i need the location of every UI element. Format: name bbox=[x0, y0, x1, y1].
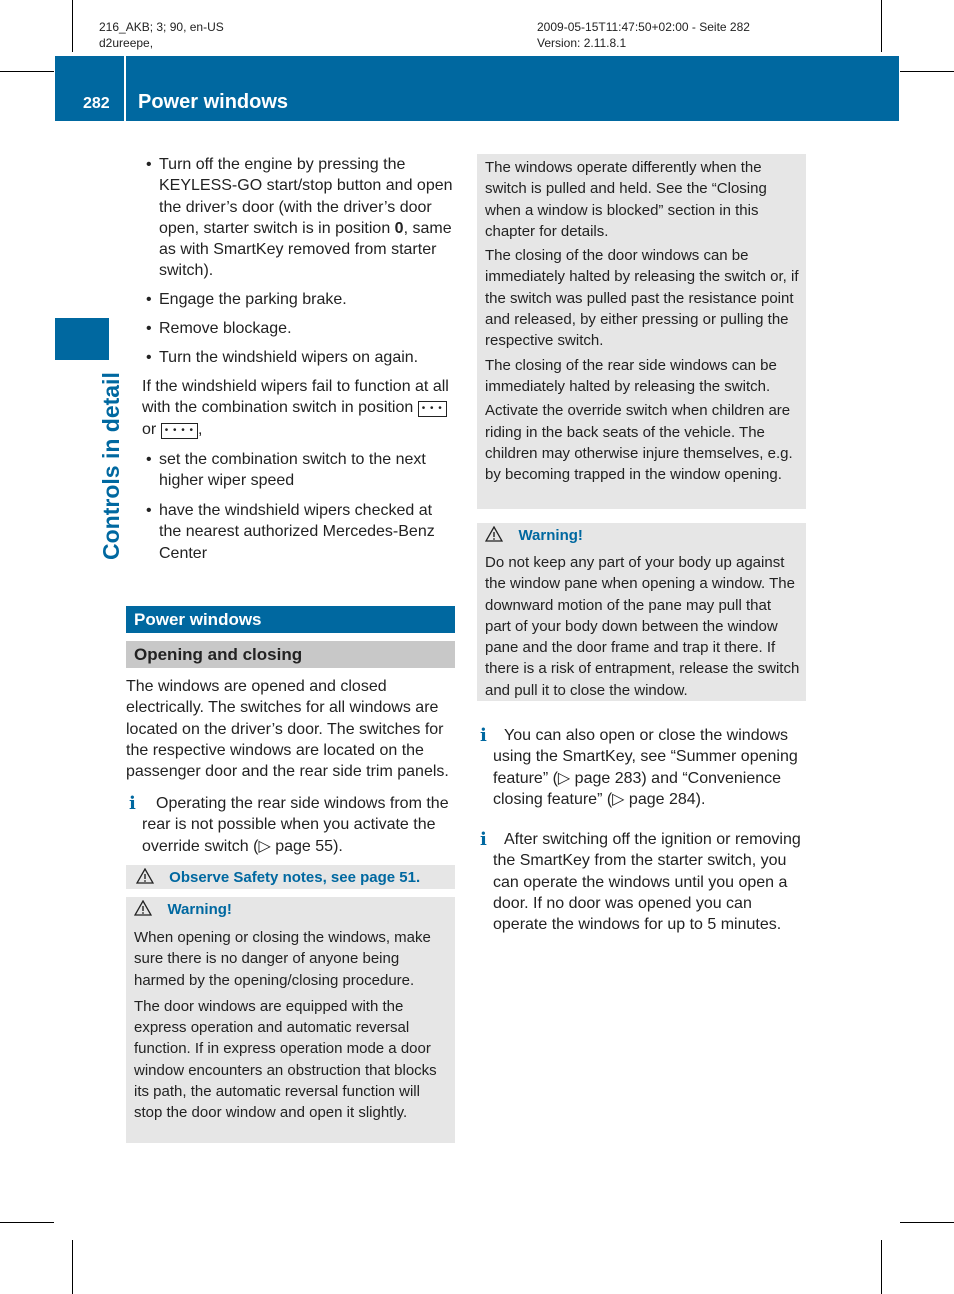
info-note-3 bbox=[493, 829, 809, 935]
crop-mark bbox=[72, 0, 73, 52]
section-heading bbox=[126, 606, 455, 633]
print-meta-left bbox=[99, 19, 224, 51]
position-zero: 0 bbox=[394, 219, 404, 237]
list-item: • have the windshield wipers checked at the nearest authorized Mercedes-Benz Center bbox=[146, 502, 435, 562]
crop-mark bbox=[900, 1222, 954, 1223]
page-title: Power windows bbox=[138, 91, 289, 113]
subsection-heading-text: Opening and closing bbox=[134, 645, 303, 664]
notes-paragraph: The closing of the rear side windows can be immediately halted by releasing the switch. bbox=[485, 356, 777, 395]
notes-paragraph: The closing of the door windows can be immediately halted by releasing the switch or, if the switch was pulled past the resistance point and released, by either pressing or pulling the respective switch. bbox=[485, 247, 799, 350]
meta-right-line2: Version: 2.11.8.1 bbox=[537, 36, 627, 50]
list-item: • Remove blockage. bbox=[146, 320, 292, 337]
list-item-text: Turn off the engine by pressing the KEYLESS-GO start/stop button and open the driver’s door (with the driver’s door open, starter switch is in position bbox=[159, 156, 453, 237]
chapter-tab bbox=[55, 318, 109, 360]
info-note-3-text: After switching off the ignition or removing the SmartKey from the starter switch, you can operate the windows until you open a door. If no door was opened you can operate the windows for up to 5 minutes. bbox=[493, 831, 801, 934]
warning-paragraph: The door windows are equipped with the express operation and automatic reversal function. If in express operation mode a door window encounters an obstruction that blocks its path, the automatic reversal function will stop the door window and open it slightly. bbox=[134, 997, 437, 1122]
warning-left-content bbox=[134, 900, 452, 1124]
list-item-text: set the combination switch to the next higher wiper speed bbox=[159, 451, 426, 490]
crop-mark bbox=[0, 1222, 54, 1223]
subsection-heading bbox=[126, 641, 455, 668]
chapter-label: Controls in detail bbox=[98, 372, 124, 560]
meta-right-line1: 2009-05-15T11:47:50+02:00 - Seite 282 bbox=[537, 20, 750, 34]
info-note-2-text: You can also open or close the windows using the SmartKey, see “Summer opening feature” (▷ page 283) and “Convenience closing feature” (▷ page 284). bbox=[493, 727, 798, 808]
safety-note-text: Observe Safety notes, see page 51. bbox=[169, 869, 421, 886]
list-item-text: Remove blockage. bbox=[159, 320, 292, 337]
list-item-text: Turn the windshield wipers on again. bbox=[159, 349, 419, 366]
meta-left-line1: 216_AKB; 3; 90, en-US bbox=[99, 20, 224, 34]
notes-paragraph: The windows operate differently when the switch is pulled and held. See the “Closing when a window is blocked” section in this chapter for details. bbox=[485, 159, 767, 240]
warning-paragraph: Do not keep any part of your body up against the window pane when opening a window. The downward motion of the pane may pull that part of your body down between the window pane and the door frame and trap it there. If there is a risk of entrapment, release the switch and pull it to close the window. bbox=[485, 554, 800, 699]
wiper-comma: , bbox=[198, 420, 203, 438]
info-icon: i bbox=[129, 793, 136, 814]
header-separator bbox=[124, 56, 126, 121]
list-item-text-tail: , same as with SmartKey removed from starter switch). bbox=[159, 219, 452, 280]
warning-right-content bbox=[485, 526, 801, 701]
warning-triangle-icon bbox=[134, 900, 152, 916]
wiper-intro-text: If the windshield wipers fail to function at all with the combination switch in position bbox=[142, 378, 449, 417]
warning-title: Warning! bbox=[167, 901, 232, 918]
crop-mark bbox=[72, 1240, 73, 1294]
crop-mark bbox=[881, 1240, 882, 1294]
warning-paragraph: When opening or closing the windows, make sure there is no danger of anyone being harmed by the opening/closing procedure. bbox=[134, 929, 431, 989]
info-note-1-text: Operating the rear side windows from the rear is not possible when you activate the override switch (▷ page 55). bbox=[142, 795, 449, 855]
list-item-text: have the windshield wipers checked at the nearest authorized Mercedes-Benz Center bbox=[159, 502, 435, 562]
notes-box-content bbox=[485, 157, 801, 485]
warning-triangle-icon bbox=[485, 526, 503, 542]
wiper-or: or bbox=[142, 420, 157, 438]
wiper-position-4-icon: • • • • bbox=[161, 423, 198, 439]
info-note-2 bbox=[493, 725, 809, 810]
warning-triangle-icon bbox=[136, 868, 154, 884]
list-item: • Engage the parking brake. bbox=[146, 291, 347, 308]
list-item: • Turn the windshield wipers on again. bbox=[146, 349, 419, 366]
list-item-text: Engage the parking brake. bbox=[159, 291, 347, 308]
wiper-intro bbox=[142, 376, 458, 440]
section-heading-text: Power windows bbox=[134, 610, 262, 629]
intro-paragraph: The windows are opened and closed electrically. The switches for all windows are located on the driver’s door. The switches for the respective windows are located on the passenger door and the rear side trim panels. bbox=[126, 678, 449, 781]
page-number: 282 bbox=[83, 95, 110, 112]
crop-mark bbox=[0, 71, 54, 72]
crop-mark bbox=[881, 0, 882, 52]
notes-paragraph: Activate the override switch when children are riding in the back seats of the vehicle. The children may otherwise injure themselves, e.g. by becoming trapped in the window opening. bbox=[485, 402, 793, 484]
meta-left-line2: d2ureepe, bbox=[99, 36, 154, 50]
info-icon: i bbox=[480, 725, 487, 746]
safety-note bbox=[136, 868, 420, 886]
info-note-1 bbox=[142, 793, 458, 857]
warning-title: Warning! bbox=[518, 527, 583, 544]
list-item: • set the combination switch to the next higher wiper speed bbox=[146, 451, 426, 490]
crop-mark bbox=[900, 71, 954, 72]
info-icon: i bbox=[480, 829, 487, 850]
wiper-position-3-icon: • • • bbox=[418, 401, 447, 417]
list-item: • Turn off the engine by pressing the KEYLESS-GO start/stop button and open the driver’s door (with the driver’s door open, starter switch is in position 0, same as with SmartKey removed from starter switch). bbox=[146, 156, 453, 280]
print-meta-right bbox=[537, 19, 750, 51]
